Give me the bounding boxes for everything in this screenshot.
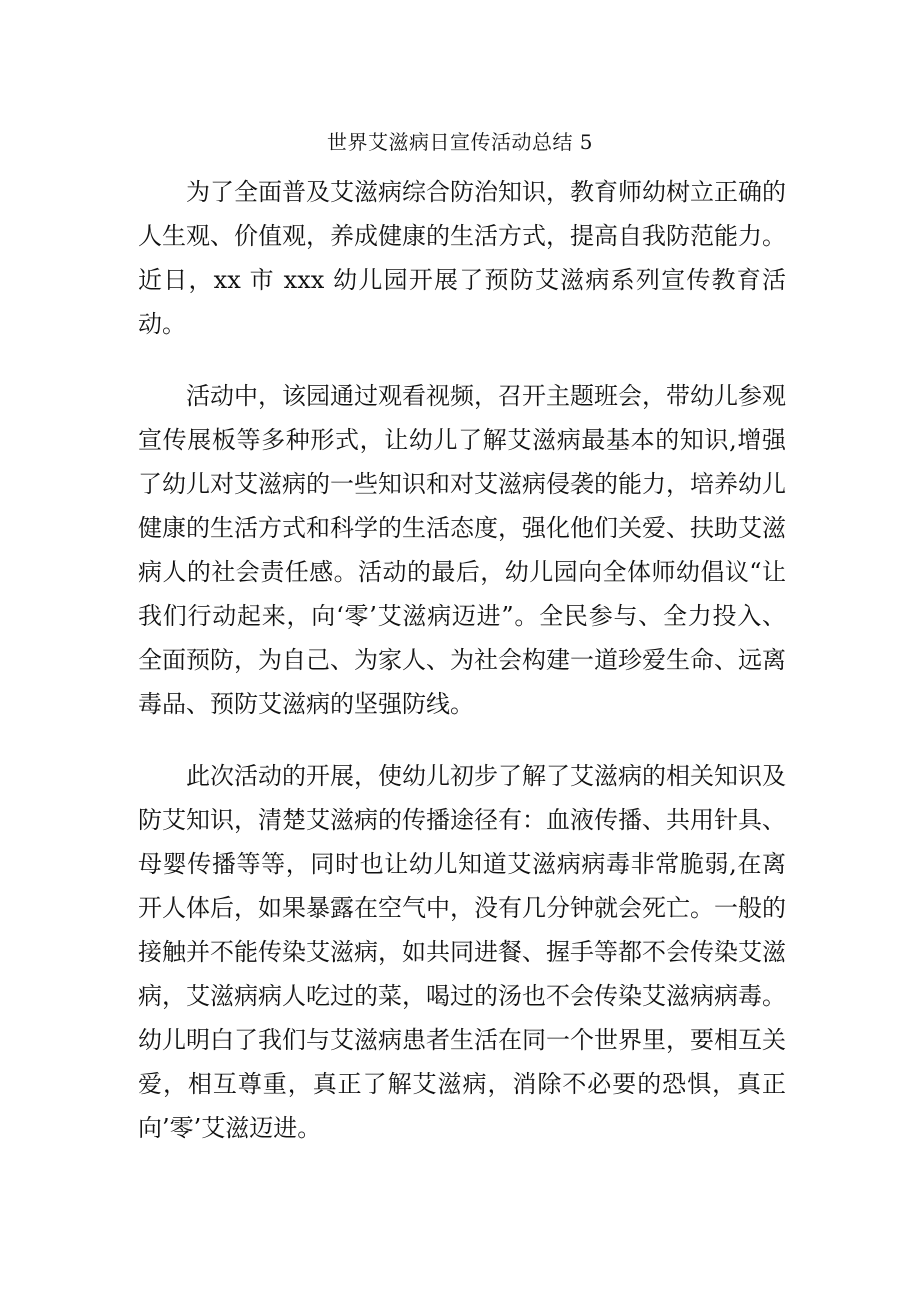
paragraph-intro: 为了全面普及艾滋病综合防治知识，教育师幼树立正确的人生观、价值观，养成健康的生活方式，提高自我防范能力。近日，xx 市 xxx 幼儿园开展了预防艾滋病系列宣传教育活动。: [138, 178, 786, 338]
document-title: 世界艾滋病日宣传活动总结 5: [326, 130, 594, 154]
paragraph-outcome: 此次活动的开展，使幼儿初步了解了艾滋病的相关知识及防艾知识，清楚艾滋病的传播途径有：血液传播、共用针具、母婴传播等等，同时也让幼儿知道艾滋病病毒非常脆弱,在离开人体后，如果暴露在空气中，没有几分钟就会死亡。一般的接触并不能传染艾滋病，如共同进餐、握手等都不会传染艾滋病，艾滋病病人吃过的菜，喝过的汤也不会传染艾滋病病毒。幼儿明白了我们与艾滋病患者生活在同一个世界里，要相互关爱，相互尊重，真正了解艾滋病，消除不必要的恐惧，真正向’零’艾滋迈进。: [138, 762, 786, 1142]
document-body: [138, 170, 786, 1178]
paragraph-activities: 活动中，该园通过观看视频，召开主题班会，带幼儿参观宣传展板等多种形式，让幼儿了解艾滋病最基本的知识,增强了幼儿对艾滋病的一些知识和对艾滋病侵袭的能力，培养幼儿健康的生活方式和科学的生活态度，强化他们关爱、扶助艾滋病人的社会责任感。活动的最后，幼儿园向全体师幼倡议“让我们行动起来，向‘零’艾滋病迈进”。全民参与、全力投入、全面预防，为自己、为家人、为社会构建一道珍爱生命、远离毒品、预防艾滋病的坚强防线。: [138, 382, 786, 718]
